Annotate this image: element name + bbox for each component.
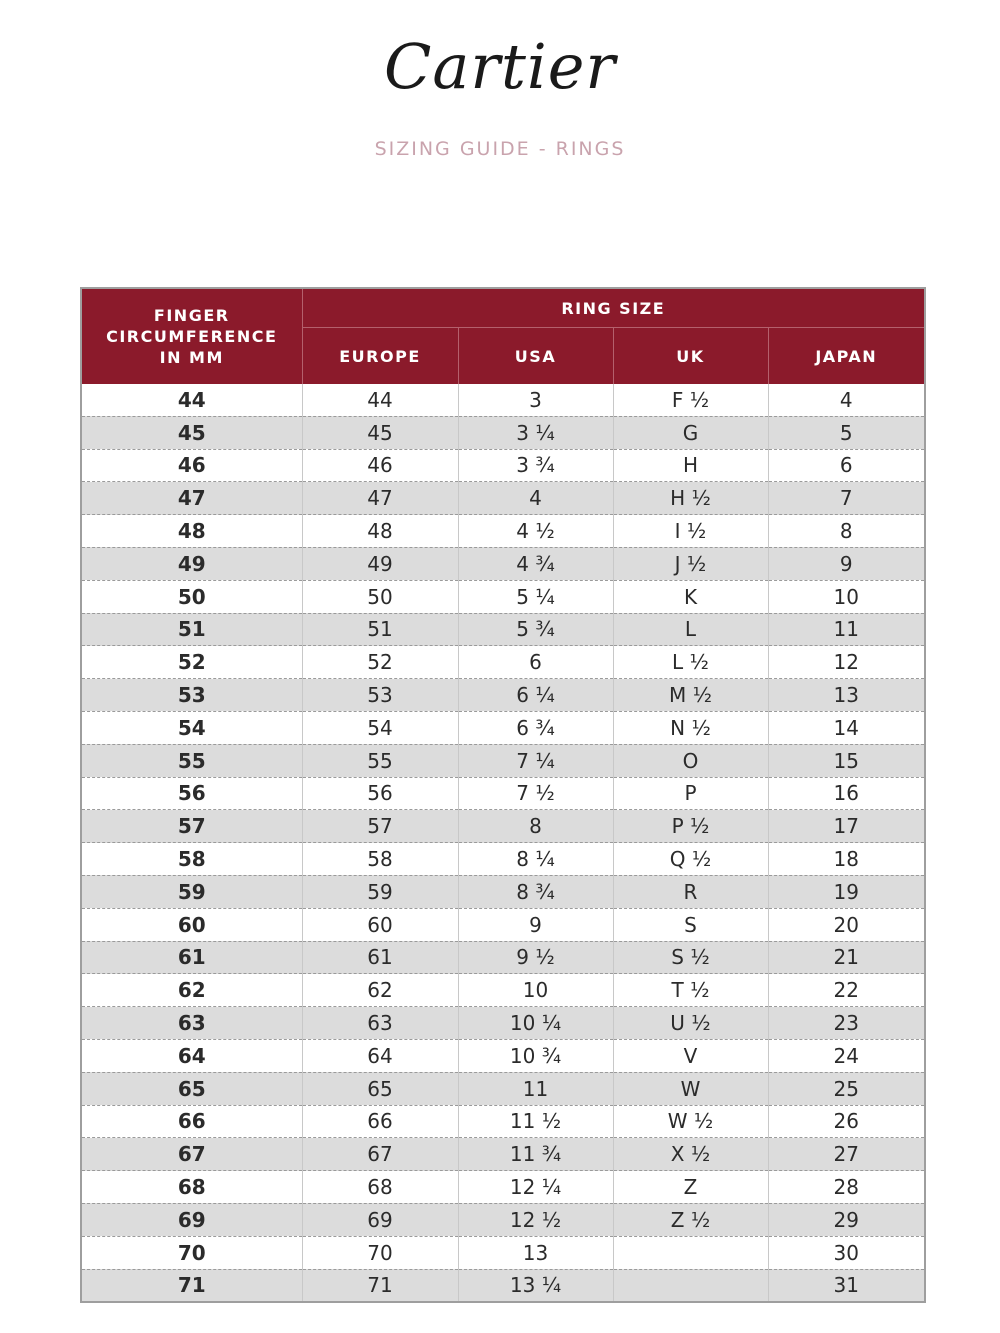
cell-usa: 13 ¼ — [458, 1269, 613, 1302]
cell-uk: X ½ — [613, 1138, 768, 1171]
cell-europe: 53 — [302, 679, 458, 712]
table-header — [81, 288, 925, 384]
cell-uk: G — [613, 416, 768, 449]
cell-uk: H ½ — [613, 482, 768, 515]
cell-japan: 20 — [768, 908, 925, 941]
table-row — [81, 875, 925, 908]
cell-europe: 48 — [302, 515, 458, 548]
cell-finger-mm: 64 — [81, 1039, 302, 1072]
cell-japan: 31 — [768, 1269, 925, 1302]
cell-europe: 67 — [302, 1138, 458, 1171]
table-row — [81, 1203, 925, 1236]
cell-uk: F ½ — [613, 384, 768, 416]
cell-japan: 16 — [768, 777, 925, 810]
table-row — [81, 843, 925, 876]
cell-japan: 30 — [768, 1236, 925, 1269]
cell-finger-mm: 68 — [81, 1171, 302, 1204]
cell-finger-mm: 52 — [81, 646, 302, 679]
cell-usa: 11 — [458, 1072, 613, 1105]
cell-finger-mm: 63 — [81, 1007, 302, 1040]
table-row — [81, 384, 925, 416]
cell-japan: 17 — [768, 810, 925, 843]
cell-uk: S — [613, 908, 768, 941]
cell-japan: 18 — [768, 843, 925, 876]
table-row — [81, 1039, 925, 1072]
table-body — [81, 384, 925, 1302]
cell-finger-mm: 59 — [81, 875, 302, 908]
cell-uk: I ½ — [613, 515, 768, 548]
cell-uk: R — [613, 875, 768, 908]
cell-europe: 55 — [302, 744, 458, 777]
cell-usa: 4 — [458, 482, 613, 515]
table-row — [81, 515, 925, 548]
cell-japan: 29 — [768, 1203, 925, 1236]
cell-finger-mm: 62 — [81, 974, 302, 1007]
cell-finger-mm: 49 — [81, 547, 302, 580]
table-row — [81, 416, 925, 449]
cell-usa: 3 ¼ — [458, 416, 613, 449]
table-row — [81, 1105, 925, 1138]
cell-usa: 10 ¼ — [458, 1007, 613, 1040]
cell-europe: 47 — [302, 482, 458, 515]
table-row — [81, 482, 925, 515]
cell-japan: 21 — [768, 941, 925, 974]
table-row — [81, 711, 925, 744]
cell-europe: 64 — [302, 1039, 458, 1072]
cell-japan: 4 — [768, 384, 925, 416]
cell-usa: 5 ¾ — [458, 613, 613, 646]
header-finger-circumference: FINGER CIRCUMFERENCE IN MM — [81, 288, 302, 384]
cell-europe: 68 — [302, 1171, 458, 1204]
cell-japan: 10 — [768, 580, 925, 613]
cell-europe: 65 — [302, 1072, 458, 1105]
cell-finger-mm: 66 — [81, 1105, 302, 1138]
cell-uk: L ½ — [613, 646, 768, 679]
cell-usa: 10 ¾ — [458, 1039, 613, 1072]
cell-europe: 61 — [302, 941, 458, 974]
cell-europe: 57 — [302, 810, 458, 843]
cell-europe: 62 — [302, 974, 458, 1007]
cell-usa: 13 — [458, 1236, 613, 1269]
cell-europe: 66 — [302, 1105, 458, 1138]
header-japan: JAPAN — [768, 328, 925, 385]
cell-usa: 4 ½ — [458, 515, 613, 548]
cell-finger-mm: 48 — [81, 515, 302, 548]
table-row — [81, 908, 925, 941]
table-row — [81, 941, 925, 974]
cell-usa: 6 — [458, 646, 613, 679]
cell-europe: 44 — [302, 384, 458, 416]
cell-europe: 52 — [302, 646, 458, 679]
table-row — [81, 547, 925, 580]
cell-usa: 3 — [458, 384, 613, 416]
cell-usa: 9 ½ — [458, 941, 613, 974]
cell-finger-mm: 65 — [81, 1072, 302, 1105]
cell-japan: 8 — [768, 515, 925, 548]
table-row — [81, 810, 925, 843]
table-row — [81, 580, 925, 613]
cell-europe: 69 — [302, 1203, 458, 1236]
cell-uk — [613, 1236, 768, 1269]
cell-japan: 27 — [768, 1138, 925, 1171]
cell-japan: 19 — [768, 875, 925, 908]
cell-usa: 3 ¾ — [458, 449, 613, 482]
cell-uk: H — [613, 449, 768, 482]
cell-europe: 70 — [302, 1236, 458, 1269]
cell-finger-mm: 61 — [81, 941, 302, 974]
cell-uk: Q ½ — [613, 843, 768, 876]
cell-finger-mm: 51 — [81, 613, 302, 646]
cell-japan: 25 — [768, 1072, 925, 1105]
cell-finger-mm: 56 — [81, 777, 302, 810]
cell-usa: 9 — [458, 908, 613, 941]
cell-europe: 58 — [302, 843, 458, 876]
cell-europe: 54 — [302, 711, 458, 744]
cell-uk: T ½ — [613, 974, 768, 1007]
cell-usa: 12 ¼ — [458, 1171, 613, 1204]
cell-japan: 24 — [768, 1039, 925, 1072]
cell-japan: 26 — [768, 1105, 925, 1138]
cell-finger-mm: 71 — [81, 1269, 302, 1302]
header-ring-size: RING SIZE — [302, 288, 925, 328]
cell-usa: 7 ¼ — [458, 744, 613, 777]
table-row — [81, 449, 925, 482]
cell-uk: O — [613, 744, 768, 777]
cell-finger-mm: 46 — [81, 449, 302, 482]
table-row — [81, 613, 925, 646]
cell-uk: S ½ — [613, 941, 768, 974]
cell-uk: Z ½ — [613, 1203, 768, 1236]
cell-uk — [613, 1269, 768, 1302]
table-row — [81, 744, 925, 777]
cell-uk: Z — [613, 1171, 768, 1204]
cell-japan: 12 — [768, 646, 925, 679]
cell-japan: 5 — [768, 416, 925, 449]
cell-finger-mm: 47 — [81, 482, 302, 515]
cell-europe: 49 — [302, 547, 458, 580]
cell-finger-mm: 69 — [81, 1203, 302, 1236]
cell-uk: P ½ — [613, 810, 768, 843]
table-row — [81, 777, 925, 810]
table-row — [81, 974, 925, 1007]
cell-japan: 28 — [768, 1171, 925, 1204]
cell-japan: 23 — [768, 1007, 925, 1040]
table-row — [81, 1138, 925, 1171]
cell-europe: 45 — [302, 416, 458, 449]
header-uk: UK — [613, 328, 768, 385]
cell-usa: 6 ¾ — [458, 711, 613, 744]
cell-japan: 22 — [768, 974, 925, 1007]
cell-usa: 6 ¼ — [458, 679, 613, 712]
cell-europe: 60 — [302, 908, 458, 941]
cell-japan: 6 — [768, 449, 925, 482]
cell-europe: 50 — [302, 580, 458, 613]
cell-finger-mm: 57 — [81, 810, 302, 843]
cell-uk: J ½ — [613, 547, 768, 580]
cell-uk: N ½ — [613, 711, 768, 744]
header-usa: USA — [458, 328, 613, 385]
cell-usa: 8 ¼ — [458, 843, 613, 876]
cell-finger-mm: 44 — [81, 384, 302, 416]
cell-finger-mm: 45 — [81, 416, 302, 449]
page-subtitle: SIZING GUIDE - RINGS — [374, 138, 626, 160]
cell-japan: 11 — [768, 613, 925, 646]
cell-usa: 8 — [458, 810, 613, 843]
cell-usa: 5 ¼ — [458, 580, 613, 613]
brand-logo: Cartier — [383, 30, 617, 103]
table-row — [81, 1269, 925, 1302]
cell-finger-mm: 58 — [81, 843, 302, 876]
cell-finger-mm: 55 — [81, 744, 302, 777]
cell-japan: 9 — [768, 547, 925, 580]
table-row — [81, 679, 925, 712]
ring-size-table — [80, 287, 926, 1303]
table-row — [81, 1072, 925, 1105]
cell-europe: 46 — [302, 449, 458, 482]
cell-uk: K — [613, 580, 768, 613]
cell-uk: U ½ — [613, 1007, 768, 1040]
cell-finger-mm: 50 — [81, 580, 302, 613]
cell-uk: P — [613, 777, 768, 810]
cell-europe: 59 — [302, 875, 458, 908]
cell-finger-mm: 54 — [81, 711, 302, 744]
cell-uk: L — [613, 613, 768, 646]
cell-europe: 63 — [302, 1007, 458, 1040]
cell-japan: 14 — [768, 711, 925, 744]
cell-usa: 11 ¾ — [458, 1138, 613, 1171]
cell-usa: 11 ½ — [458, 1105, 613, 1138]
cell-europe: 51 — [302, 613, 458, 646]
cell-usa: 12 ½ — [458, 1203, 613, 1236]
cell-europe: 71 — [302, 1269, 458, 1302]
cell-finger-mm: 67 — [81, 1138, 302, 1171]
table-row — [81, 646, 925, 679]
cell-uk: M ½ — [613, 679, 768, 712]
header-europe: EUROPE — [302, 328, 458, 385]
cell-japan: 13 — [768, 679, 925, 712]
cell-usa: 8 ¾ — [458, 875, 613, 908]
cell-usa: 7 ½ — [458, 777, 613, 810]
cell-uk: W ½ — [613, 1105, 768, 1138]
table-row — [81, 1171, 925, 1204]
cell-finger-mm: 70 — [81, 1236, 302, 1269]
cell-europe: 56 — [302, 777, 458, 810]
cell-japan: 15 — [768, 744, 925, 777]
table-row — [81, 1007, 925, 1040]
cell-finger-mm: 53 — [81, 679, 302, 712]
table-row — [81, 1236, 925, 1269]
cell-finger-mm: 60 — [81, 908, 302, 941]
cell-usa: 10 — [458, 974, 613, 1007]
cell-uk: V — [613, 1039, 768, 1072]
cell-uk: W — [613, 1072, 768, 1105]
cell-usa: 4 ¾ — [458, 547, 613, 580]
cell-japan: 7 — [768, 482, 925, 515]
